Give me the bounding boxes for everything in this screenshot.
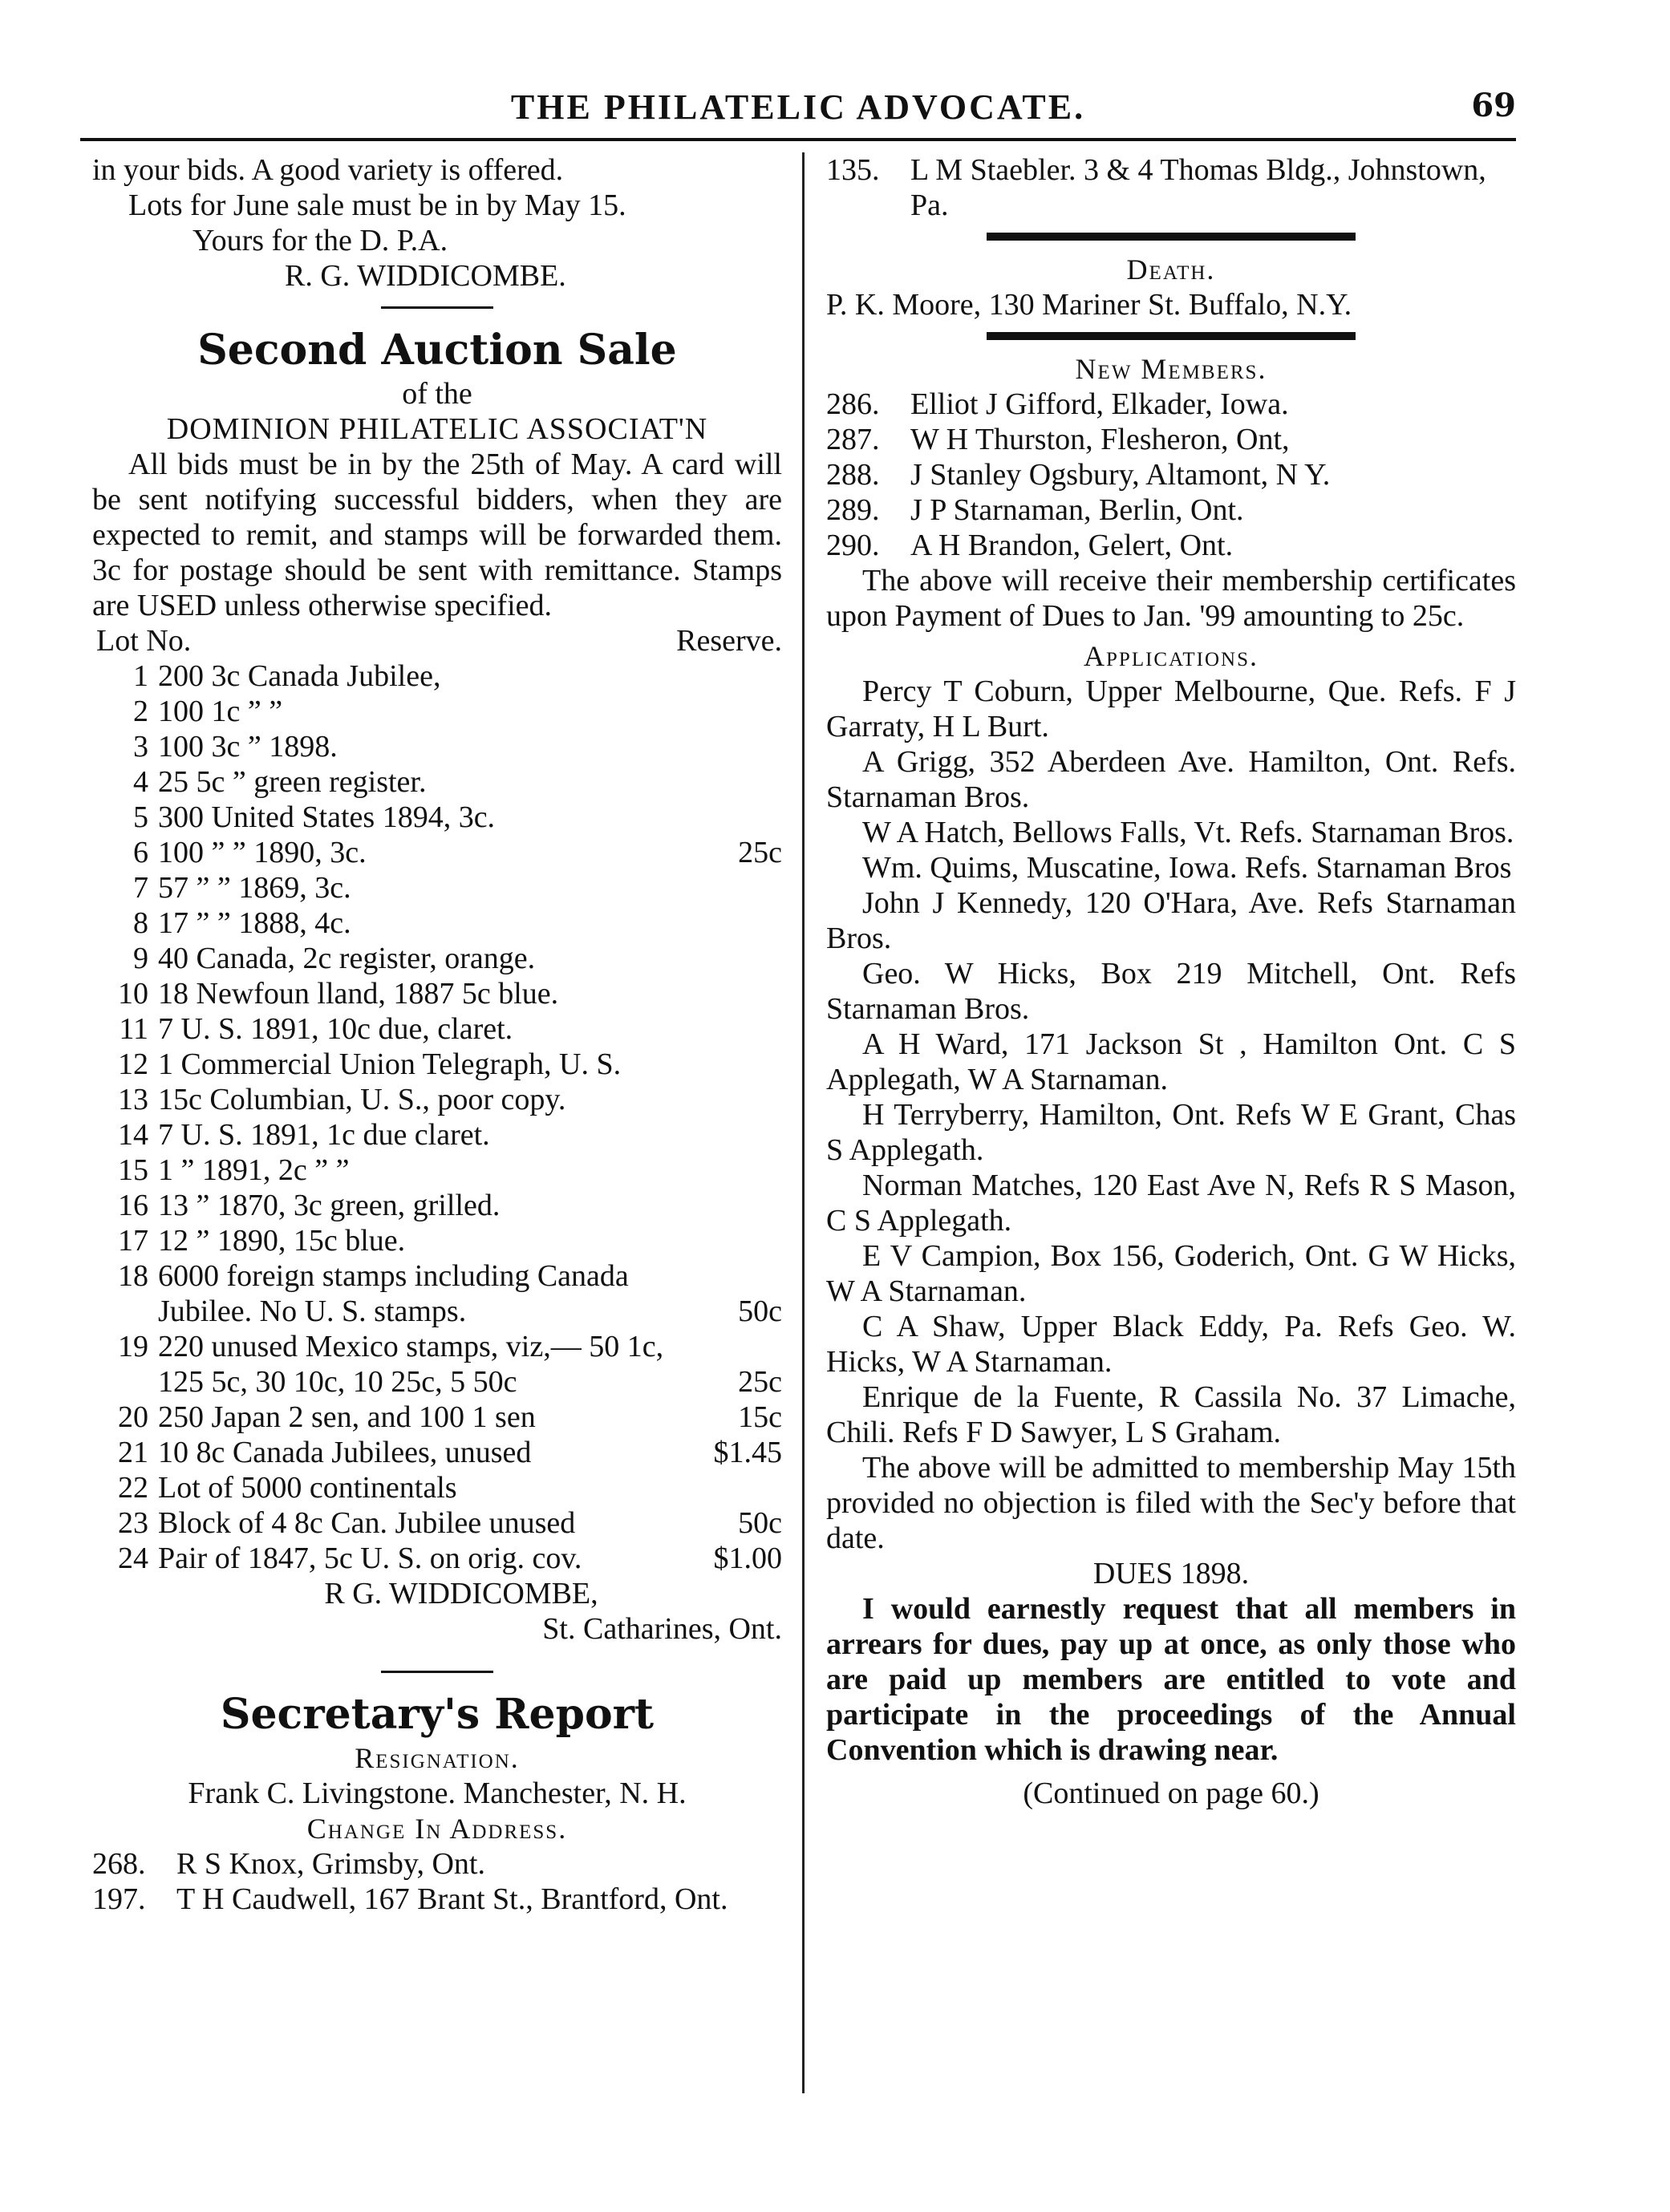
member-entry: [826, 492, 1516, 528]
member-name: W H Thurston, Flesheron, Ont,: [910, 423, 1290, 456]
lot-number: 18: [118, 1259, 148, 1293]
members-note: The above will receive their membership certificates upon Payment of Dues to Jan. '99 amounting to 25c.: [826, 564, 1516, 633]
lot-number: 11: [119, 1012, 148, 1046]
applications-label: Applications.: [1084, 640, 1259, 672]
lot-reserve: 50c: [738, 1506, 782, 1540]
lot-description: 220 unused Mexico stamps, viz,— 50 1c, 125 5c, 30 10c, 10 25c, 5 50c: [158, 1330, 664, 1399]
lot-description: 12 ” 1890, 15c blue.: [158, 1224, 406, 1258]
application-entry: Enrique de la Fuente, R Cassila No. 37 Limache, Chili. Refs F D Sawyer, L S Graham.: [826, 1380, 1516, 1449]
intro-signature: R. G. WIDDICOMBE.: [285, 259, 566, 293]
lot-row: [92, 1047, 782, 1082]
lot-row: [92, 1223, 782, 1258]
lot-row: [92, 1188, 782, 1223]
lot-description: 15c Columbian, U. S., poor copy.: [158, 1083, 566, 1116]
lot-number: 15: [118, 1153, 148, 1187]
heavy-rule: [987, 233, 1356, 241]
lot-row: [92, 976, 782, 1011]
member-name: J Stanley Ogsbury, Altamont, N Y.: [910, 458, 1331, 492]
lot-row: [92, 1435, 782, 1470]
application-entry: Percy T Coburn, Upper Melbourne, Que. Refs. F J Garraty, H L Burt.: [826, 675, 1516, 743]
lot-reserve: 25c: [738, 836, 782, 869]
lot-description: Pair of 1847, 5c U. S. on orig. cov.: [158, 1542, 582, 1575]
lot-number: 6: [133, 836, 148, 869]
lot-reserve: 50c: [738, 1294, 782, 1328]
lot-description: 100 3c ” 1898.: [158, 730, 338, 764]
lot-description: 10 8c Canada Jubilees, unused: [158, 1436, 532, 1469]
entry-text: R S Knox, Grimsby, Ont.: [176, 1847, 485, 1881]
member-name: Elliot J Gifford, Elkader, Iowa.: [910, 387, 1289, 421]
lot-list: [92, 658, 782, 1576]
lot-row: [92, 694, 782, 729]
auction-signature-name: R G. WIDDICOMBE,: [324, 1577, 598, 1610]
lot-row: [92, 1541, 782, 1576]
lot-number: 22: [118, 1471, 148, 1505]
member-number: 287.: [826, 423, 880, 456]
lot-row: [92, 1505, 782, 1541]
lot-row: [92, 905, 782, 941]
address-change-entry: [826, 152, 1516, 223]
lot-number: 4: [133, 765, 148, 799]
page-number: 69: [1471, 87, 1516, 124]
new-members-list: [826, 387, 1516, 563]
lot-description: 57 ” ” 1869, 3c.: [158, 871, 351, 905]
lot-number: 17: [118, 1224, 148, 1258]
lot-description: 1 Commercial Union Telegraph, U. S.: [158, 1047, 622, 1081]
lot-number: 16: [118, 1189, 148, 1222]
new-members-label: New Members.: [1075, 353, 1267, 385]
right-column: [826, 152, 1516, 1811]
death-label: Death.: [1126, 253, 1216, 286]
application-entry: Norman Matches, 120 East Ave N, Refs R S Mason, C S Applegath.: [826, 1169, 1516, 1238]
application-entry: H Terryberry, Hamilton, Ont. Refs W E Grant, Chas S Applegath.: [826, 1098, 1516, 1167]
lot-number: 10: [118, 977, 148, 1011]
lot-number: 3: [133, 730, 148, 764]
entry-number: 135.: [826, 153, 880, 187]
change-address-label: Change In Address.: [306, 1813, 568, 1845]
lot-description: 100 1c ” ”: [158, 695, 283, 728]
member-number: 286.: [826, 387, 880, 421]
lot-description: 200 3c Canada Jubilee,: [158, 659, 441, 693]
section-rule: [381, 1671, 493, 1673]
lot-description: 7 U. S. 1891, 10c due, claret.: [158, 1012, 513, 1046]
application-entry: E V Campion, Box 156, Goderich, Ont. G W Hicks, W A Starnaman.: [826, 1239, 1516, 1308]
lot-reserve: 15c: [738, 1400, 782, 1434]
application-entry: W A Hatch, Bellows Falls, Vt. Refs. Starnaman Bros.: [862, 816, 1514, 849]
lot-number: 13: [118, 1083, 148, 1116]
lot-row: [92, 1470, 782, 1505]
auction-notice: All bids must be in by the 25th of May. A card will be sent notifying successful bidders, when they are expected to remit, and stamps will be forwarded them. 3c for postage should be sent with remittance. Stamps are USED unless otherwise specified.: [92, 448, 782, 622]
entry-text: L M Staebler. 3 & 4 Thomas Bldg., Johnstown, Pa.: [910, 153, 1486, 222]
running-head: [80, 87, 1516, 141]
lot-description: Lot of 5000 continentals: [158, 1471, 457, 1505]
lot-number-label: Lot No.: [96, 624, 192, 658]
lot-table-header: [92, 623, 782, 658]
lot-number: 12: [118, 1047, 148, 1081]
lot-description: 6000 foreign stamps including Canada Jubilee. No U. S. stamps.: [158, 1259, 629, 1328]
column-divider: [802, 152, 805, 2093]
auction-heading: Second Auction Sale: [197, 326, 677, 375]
application-entry: A H Ward, 171 Jackson St , Hamilton Ont. C S Applegath, W A Starnaman.: [826, 1027, 1516, 1096]
lot-row: [92, 658, 782, 694]
lot-row: [92, 1258, 782, 1329]
member-entry: [826, 387, 1516, 422]
member-number: 289.: [826, 493, 880, 527]
lot-row: [92, 1082, 782, 1117]
entry-number: 197.: [92, 1882, 146, 1916]
applications-note: The above will be admitted to membership May 15th provided no objection is filed with the Sec'y before that date.: [826, 1451, 1516, 1555]
lot-row: [92, 800, 782, 835]
address-change-entry: [92, 1882, 782, 1917]
lot-number: 2: [133, 695, 148, 728]
lot-reserve: $1.00: [713, 1542, 782, 1575]
member-entry: [826, 457, 1516, 492]
intro-line: in your bids. A good variety is offered.: [92, 153, 564, 187]
application-entry: John J Kennedy, 120 O'Hara, Ave. Refs Starnaman Bros.: [826, 886, 1516, 955]
lot-row: [92, 941, 782, 976]
lot-reserve: $1.45: [713, 1436, 782, 1469]
entry-number: 268.: [92, 1847, 146, 1881]
death-entry: P. K. Moore, 130 Mariner St. Buffalo, N.Y.: [826, 288, 1352, 322]
lot-number: 5: [133, 800, 148, 834]
lot-row: [92, 764, 782, 800]
member-number: 288.: [826, 458, 880, 492]
reserve-label: Reserve.: [676, 624, 782, 658]
publication-title: THE PHILATELIC ADVOCATE.: [510, 87, 1086, 127]
member-number: 290.: [826, 529, 880, 562]
lot-number: 8: [133, 906, 148, 940]
member-name: A H Brandon, Gelert, Ont.: [910, 529, 1234, 562]
auction-of-the: of the: [402, 377, 472, 411]
lot-description: 25 5c ” green register.: [158, 765, 427, 799]
application-entry: C A Shaw, Upper Black Eddy, Pa. Refs Geo. W. Hicks, W A Starnaman.: [826, 1310, 1516, 1379]
lot-row: [92, 729, 782, 764]
intro-line: Yours for the D. P.A.: [193, 224, 448, 257]
lot-row: [92, 1400, 782, 1435]
lot-number: 14: [118, 1118, 148, 1152]
lot-number: 9: [133, 942, 148, 975]
lot-reserve: 25c: [738, 1365, 782, 1399]
association-name: DOMINION PHILATELIC ASSOCIAT'N: [166, 412, 708, 446]
lot-number: 20: [118, 1400, 148, 1434]
lot-row: [92, 1011, 782, 1047]
lot-number: 1: [133, 659, 148, 693]
section-rule: [381, 306, 493, 309]
resignation-label: Resignation.: [355, 1742, 520, 1774]
member-name: J P Starnaman, Berlin, Ont.: [910, 493, 1244, 527]
lot-row: [92, 1117, 782, 1153]
lot-number: 19: [118, 1330, 148, 1363]
application-entry: A Grigg, 352 Aberdeen Ave. Hamilton, Ont. Refs. Starnaman Bros.: [826, 745, 1516, 814]
address-change-entry: [92, 1846, 782, 1882]
lot-number: 23: [118, 1506, 148, 1540]
applications-list: [826, 674, 1516, 1450]
lot-description: 300 United States 1894, 3c.: [158, 800, 496, 834]
dues-label: DUES 1898.: [1092, 1557, 1250, 1590]
lot-description: 100 ” ” 1890, 3c.: [158, 836, 367, 869]
application-entry: Wm. Quims, Muscatine, Iowa. Refs. Starnaman Bros: [862, 851, 1512, 885]
lot-description: 1 ” 1891, 2c ” ”: [158, 1153, 350, 1187]
member-entry: [826, 422, 1516, 457]
lot-number: 7: [133, 871, 148, 905]
auction-signature-place: St. Catharines, Ont.: [542, 1612, 782, 1646]
report-heading: Secretary's Report: [220, 1690, 655, 1739]
heavy-rule: [987, 332, 1356, 340]
lot-row: [92, 870, 782, 905]
lot-description: 18 Newfoun lland, 1887 5c blue.: [158, 977, 559, 1011]
lot-description: 250 Japan 2 sen, and 100 1 sen: [158, 1400, 536, 1434]
lot-description: Block of 4 8c Can. Jubilee unused: [158, 1506, 576, 1540]
lot-row: [92, 835, 782, 870]
lot-description: 40 Canada, 2c register, orange.: [158, 942, 536, 975]
intro-line: Lots for June sale must be in by May 15.: [128, 188, 626, 222]
lot-description: 13 ” 1870, 3c green, grilled.: [158, 1189, 501, 1222]
resignation-entry: Frank C. Livingstone. Manchester, N. H.: [188, 1776, 687, 1810]
lot-description: 7 U. S. 1891, 1c due claret.: [158, 1118, 490, 1152]
left-column: [92, 152, 782, 1917]
dues-text: I would earnestly request that all members in arrears for dues, pay up at once, as only those who are paid up members are entitled to vote and participate in the proceedings of the Annual Convention which is drawing near.: [826, 1592, 1516, 1767]
lot-row: [92, 1153, 782, 1188]
lot-description: 17 ” ” 1888, 4c.: [158, 906, 351, 940]
entry-text: T H Caudwell, 167 Brant St., Brantford, Ont.: [176, 1882, 728, 1916]
member-entry: [826, 528, 1516, 563]
continued-note: (Continued on page 60.): [1023, 1776, 1319, 1810]
lot-number: 24: [118, 1542, 148, 1575]
lot-number: 21: [118, 1436, 148, 1469]
lot-row: [92, 1329, 782, 1400]
application-entry: Geo. W Hicks, Box 219 Mitchell, Ont. Refs Starnaman Bros.: [826, 957, 1516, 1026]
